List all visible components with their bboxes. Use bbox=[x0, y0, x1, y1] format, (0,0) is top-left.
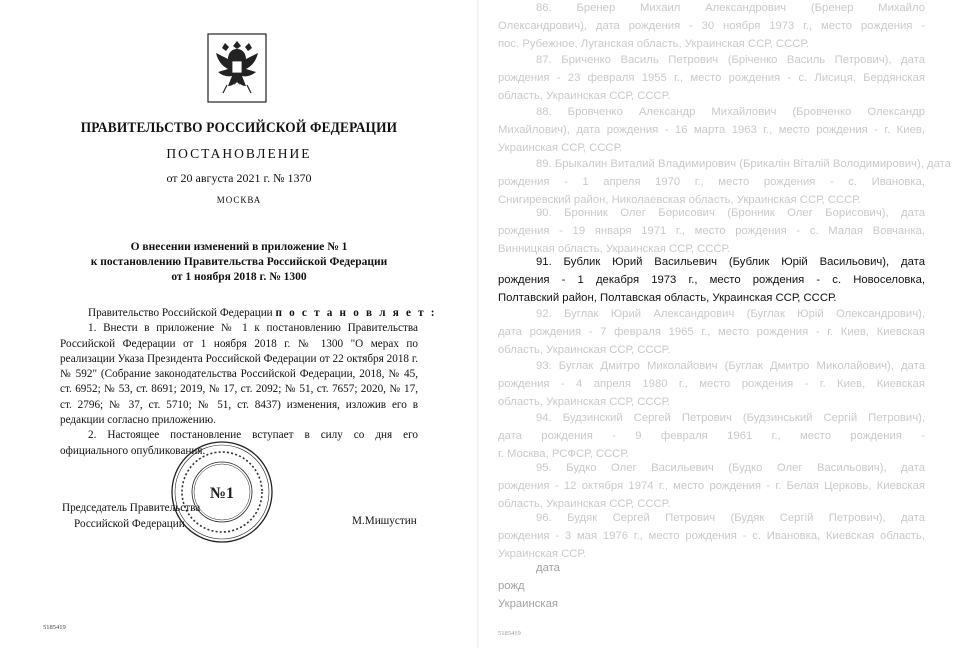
official-seal-stamp bbox=[170, 440, 274, 544]
item1-line: редакции согласно приложению. bbox=[60, 414, 216, 427]
decree-verb: п о с т а н о в л я е т : bbox=[275, 307, 437, 319]
list-entry-line: Украинская bbox=[498, 597, 558, 610]
list-entry-line: Снигиревский район, Николаевская область, Украинская ССР, СССР. bbox=[498, 193, 861, 206]
list-entry-line: область, Украинская ССР, СССР. bbox=[498, 343, 671, 356]
item1-line: Российской Федерации от 1 ноября 2018 г. № 1300 "О мерах по bbox=[60, 337, 418, 350]
coat-of-arms-emblem-icon bbox=[207, 33, 267, 103]
item1-line: 1. Внести в приложение № 1 к постановлению Правительства bbox=[88, 322, 418, 335]
list-entry bbox=[498, 460, 925, 513]
subject-line: О внесении изменений в приложение № 1 bbox=[130, 241, 348, 253]
list-entry bbox=[498, 104, 925, 157]
list-entry-line: Украинская ССР. bbox=[498, 547, 586, 560]
list-entry-line: область, Украинская ССР, СССР. bbox=[498, 89, 671, 102]
list-entry-line: рождения - 3 мая 1976 г., место рождения - с. Ивановка, Киевская область, bbox=[498, 529, 925, 542]
list-entry-line: 92. Буглак Юрий Александрович (Буглак Юрій Олександрович), bbox=[536, 308, 925, 320]
page-gutter bbox=[477, 0, 479, 648]
subject-line: к постановлению Правительства Российской Федерации bbox=[90, 256, 388, 268]
decree-intro: Правительство Российской Федерации bbox=[88, 307, 273, 319]
list-entry-line: пос. Рубежное, Луганская область, Украинская ССР, СССР. bbox=[498, 37, 809, 50]
list-entry-line: область, Украинская ССР, СССР. bbox=[498, 395, 671, 408]
list-entry-line: Михайлович), дата рождения - 16 марта 1963 г., место рождения - г. Киев, bbox=[498, 123, 925, 136]
list-entry bbox=[498, 156, 951, 209]
list-entry-line: 87. Бриченко Василь Петрович (Бріченко Василь Петрович), дата bbox=[536, 54, 925, 66]
list-entry bbox=[498, 510, 925, 563]
list-entry-line: 96. Будяк Сергей Петрович (Будяк Сергій Петрович), дата bbox=[536, 512, 925, 524]
signer-position-line: Председатель Правительства bbox=[62, 502, 201, 514]
list-entry-line: дата рождения - 7 февраля 1965 г., место рождения - г. Киев, Киевская bbox=[498, 325, 925, 338]
list-entry-line: Украинская ССР, СССР. bbox=[498, 141, 623, 154]
decree-subject bbox=[60, 240, 418, 285]
list-entry-line: рожд bbox=[498, 579, 525, 592]
document-id: 5185419 bbox=[498, 630, 521, 637]
signer-position-line: Российской Федерации bbox=[74, 518, 185, 530]
list-entry-line: рождения - 1 декабря 1973 г., место рождения - с. Новоселовка, bbox=[498, 273, 925, 286]
list-entry-line: Винницкая область, Украинская ССР, СССР. bbox=[498, 242, 731, 255]
decree-date-number: от 20 августа 2021 г. № 1370 bbox=[166, 171, 312, 185]
list-entry-line: 89. Брыкалин Виталий Владимирович (Брикалін Віталій Володимирович), дата bbox=[536, 158, 951, 170]
list-entry-line: 88. Бровченко Александр Михайлович (Бровченко Олександр bbox=[536, 106, 925, 118]
list-entry-line: рождения - 19 января 1971 г., место рождения - с. Малая Вовчанка, bbox=[498, 224, 925, 237]
item1-line: ст. 6952; № 53, ст. 8691; 2019, № 17, ст. 2092; № 51, ст. 7657; 2020, № 17, bbox=[60, 383, 418, 396]
government-title: ПРАВИТЕЛЬСТВО РОССИЙСКОЙ ФЕДЕРАЦИИ bbox=[80, 120, 398, 136]
list-entry-line: 86. Бренер Михаил Александрович (Бренер Михайло bbox=[536, 2, 925, 14]
list-entry bbox=[498, 52, 925, 105]
list-entry-line: рождения - 12 октября 1974 г., место рождения - г. Белая Церковь, Киевская bbox=[498, 479, 925, 492]
list-entry-line: г. Москва, РСФСР, СССР. bbox=[498, 447, 629, 460]
list-entry-line: рождения - 23 февраля 1955 г., место рождения - с. Лисиця, Бердянская bbox=[498, 71, 925, 84]
subject-line: от 1 ноября 2018 г. № 1300 bbox=[171, 271, 307, 283]
list-entry bbox=[498, 358, 925, 411]
list-entry-line: 90. Бронник Олег Борисович (Бронник Олег Борисович), дата bbox=[536, 207, 925, 219]
stamp-number: №1 bbox=[209, 485, 235, 502]
list-entry bbox=[498, 306, 925, 359]
decree-body bbox=[60, 306, 437, 459]
document-id: 5185419 bbox=[43, 624, 66, 631]
list-entry-line: рождения - 1 апреля 1970 г., место рождения - с. Ивановка, bbox=[498, 175, 925, 188]
item1-line: № 592" (Собрание законодательства Российской Федерации, 2018, № 45, bbox=[60, 368, 418, 381]
list-entry bbox=[498, 205, 925, 258]
list-entry-line: Полтавский район, Полтавская область, Украинская ССР, СССР. bbox=[498, 291, 837, 304]
list-entry bbox=[498, 254, 925, 307]
item2-line: официального опубликования. bbox=[60, 444, 206, 457]
list-entry-line: рождения - 4 апреля 1980 г., место рождения - г. Киев, Киевская bbox=[498, 377, 925, 390]
list-entry bbox=[498, 0, 925, 53]
item1-line: ст. 2796; № 37, ст. 5710; № 51, ст. 8437) изменения, изложив его в bbox=[60, 398, 418, 411]
list-entry bbox=[498, 410, 925, 463]
item1-line: реализации Указа Президента Российской Федерации от 22 октября 2018 г. bbox=[60, 352, 418, 365]
list-entry-line: область, Украинская ССР, СССР. bbox=[498, 497, 671, 510]
list-entry-line: Олександрович), дата рождения - 30 ноября 1973 г., место рождения - bbox=[498, 19, 925, 32]
list-entry-line: 95. Будко Олег Васильевич (Будко Олег Васильович), дата bbox=[536, 462, 925, 474]
list-entry-line: 91. Бублик Юрий Васильевич (Бублик Юрій Васильович), дата bbox=[536, 256, 925, 268]
list-entry-line: дата bbox=[536, 562, 560, 574]
item2-line: 2. Настоящее постановление вступает в силу со дня его bbox=[88, 429, 418, 442]
decree-intro-line bbox=[60, 306, 437, 321]
signer-name: М.Мишустин bbox=[352, 515, 417, 527]
list-entry-line: дата рождения - 9 февраля 1961 г., место рождения - bbox=[498, 429, 925, 442]
list-entry-line: 94. Будзинский Сергей Петрович (Будзинський Сергій Петрович), bbox=[536, 412, 925, 424]
list-entry bbox=[498, 560, 925, 613]
issuing-city: МОСКВА bbox=[216, 195, 262, 205]
document-type-title: ПОСТАНОВЛЕНИЕ bbox=[166, 146, 312, 161]
list-entry-line: 93. Буглак Дмитро Миколайович (Буглак Дмитро Миколайович), дата bbox=[536, 360, 925, 372]
